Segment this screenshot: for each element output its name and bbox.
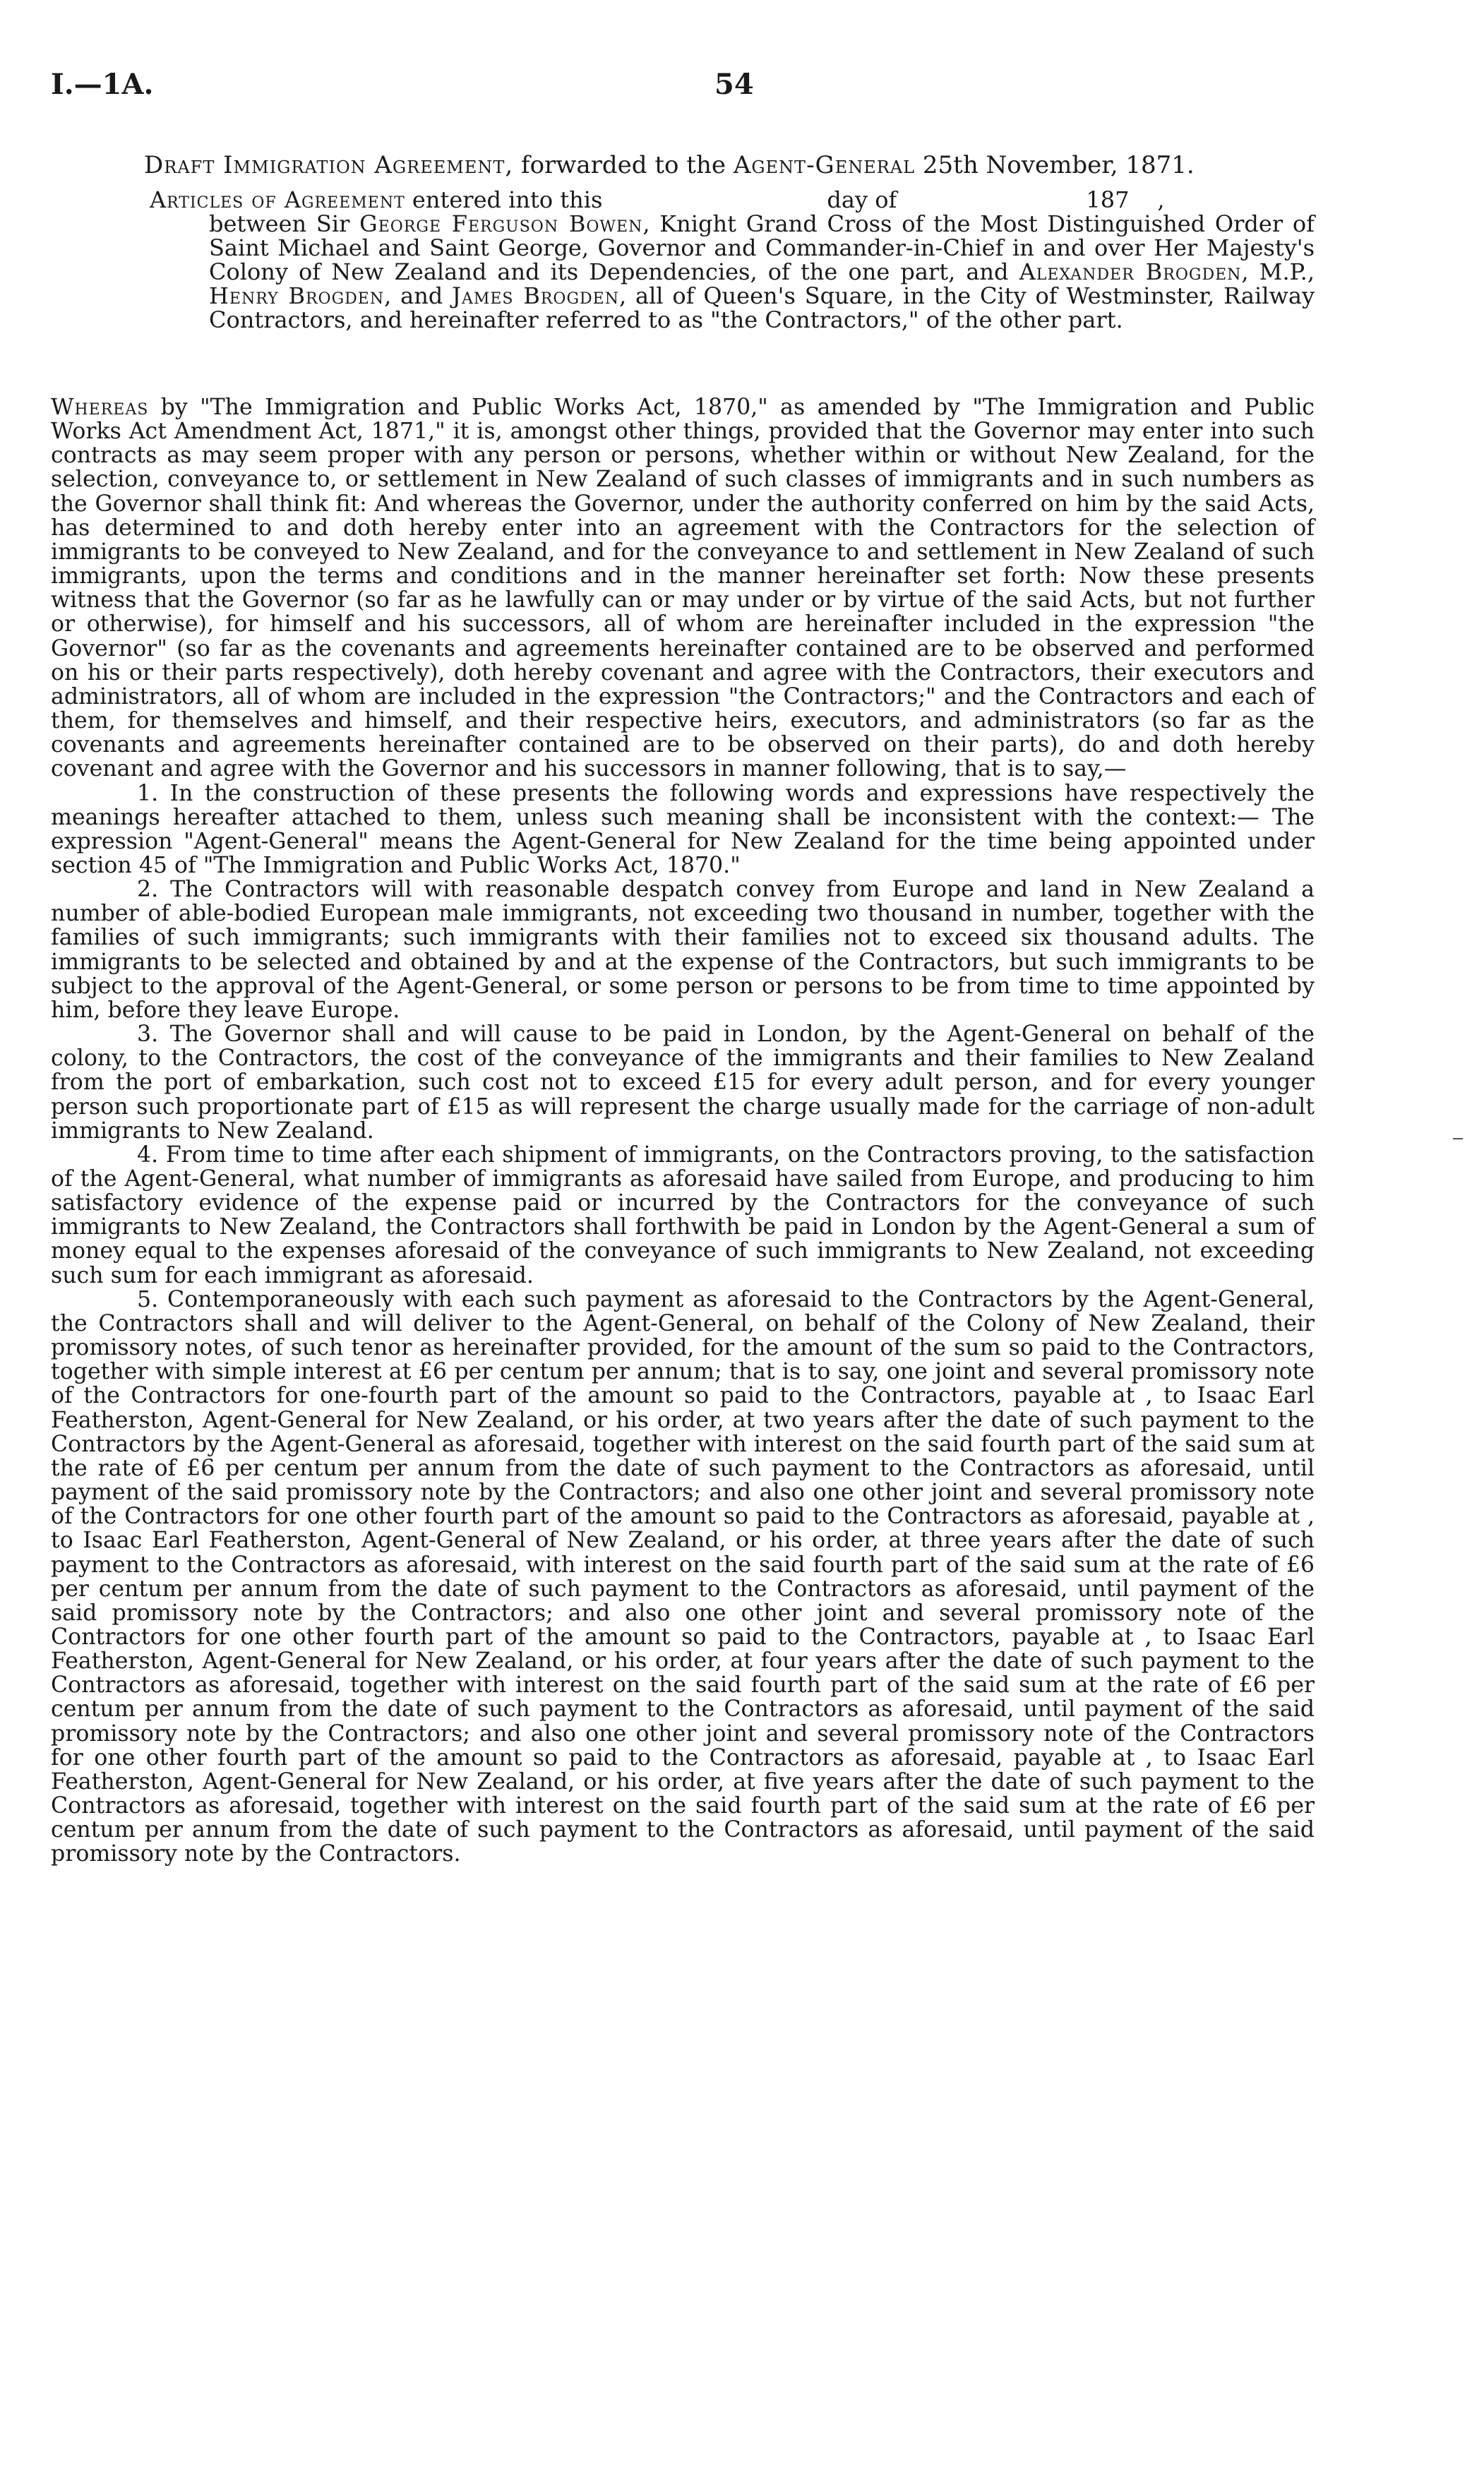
articles-first-line bbox=[150, 188, 1315, 212]
contractor-henry: Henry Brogden bbox=[209, 282, 385, 309]
articles-year: 187 bbox=[1086, 186, 1130, 213]
articles-label: Articles of Agreement bbox=[150, 186, 405, 213]
title-agent-general: Agent-General bbox=[733, 151, 916, 179]
margin-mark bbox=[1453, 1138, 1463, 1139]
clause-1: 1. In the construction of these presents the following words and expressions have respectively the meanings hereafter attached to them, unless such meaning shall be inconsistent with the context:— The expression "Agent-General" means the Agent-General for New Zealand for the time being appointed under section 45 of "The Immigration and Public Works Act, 1870." bbox=[51, 780, 1315, 878]
articles-trail: , bbox=[1157, 186, 1165, 213]
articles-of-agreement bbox=[150, 186, 1315, 333]
document-title bbox=[144, 151, 1415, 179]
articles-entered: entered into this bbox=[405, 186, 603, 213]
agreement-body bbox=[51, 395, 1315, 1867]
clause-4: 4. From time to time after each shipment of immigrants, on the Contractors proving, to the satisfaction of the Agent-General, what number of immigrants as aforesaid have sailed from Europe, and producing to him satisfactory evidence of the expense paid or incurred by the Contractors for the conveyance of such immigrants to New Zealand, the Contractors shall forthwith be paid in London by the Agent-General a sum of money equal to the expenses aforesaid of the conveyance of such immigrants to New Zealand, not exceeding such sum for each immigrant as aforesaid. bbox=[51, 1142, 1315, 1288]
page-number: 54 bbox=[714, 68, 754, 101]
running-head bbox=[51, 68, 1442, 110]
title-lead: Draft Immigration Agreement, bbox=[144, 151, 514, 179]
title-date: 25th November, 1871. bbox=[915, 151, 1195, 179]
clause-5: 5. Contemporaneously with each such payment as aforesaid to the Contractors by the Agent-General, the Contractors shall and will deliver to the Agent-General, on behalf of the Colony of New Zealand, their promissory notes, of such tenor as hereinafter provided, for the amount of the sum so paid to the Contractors, together with simple interest at £6 per centum per annum; that is to say, one joint and several promissory note of the Contractors for one-fourth part of the amount so paid to the Contractors, payable at , to Isaac Earl Featherston, Agent-General for New Zealand, or his order, at two years after the date of such payment to the Contractors by the Agent-General as aforesaid, together with interest on the said fourth part of the said sum at the rate of £6 per centum per annum from the date of such payment to the Contractors as aforesaid, until payment of the said promissory note by the Contractors; and also one other joint and several promissory note of the Contractors for one other fourth part of the amount so paid to the Contractors as aforesaid, payable at , to Isaac Earl Featherston, Agent-General of New Zealand, or his order, at three years after the date of such payment to the Contractors as aforesaid, with interest on the said fourth part of the said sum at the rate of £6 per centum per annum from the date of such payment to the Contractors as aforesaid, until payment of the said promissory note by the Contractors; and also one other joint and several promissory note of the Contractors for one other fourth part of the amount so paid to the Contractors, payable at , to Isaac Earl Featherston, Agent-General for New Zealand, or his order, at four years after the date of such payment to the Contractors as aforesaid, together with interest on the said fourth part of the said sum at the rate of £6 per centum per annum from the date of such payment to the Contractors as aforesaid, until payment of the said promissory note by the Contractors; and also one other joint and several promissory note of the Contractors for one other fourth part of the amount so paid to the Contractors as aforesaid, payable at , to Isaac Earl Featherston, Agent-General for New Zealand, or his order, at five years after the date of such payment to the Contractors as aforesaid, together with interest on the said fourth part of the said sum at the rate of £6 per centum per annum from the date of such payment to the Contractors as aforesaid, until payment of the said promissory note by the Contractors. bbox=[51, 1286, 1315, 1867]
recital-paragraph: Whereas by "The Immigration and Public Works Act, 1870," as amended by "The Immigration and Public Works Act Amendment Act, 1871," it is, amongst other things, provided that the Governor may enter into such contracts as may seem proper with any person or persons, whether within or without New Zealand, for the selection, conveyance to, or settlement in New Zealand of such classes of immigrants and in such numbers as the Governor shall think fit: And whereas the Governor, under the authority conferred on him by the said Acts, has determined to and doth hereby enter into an agreement with the Contractors for the selection of immigrants to be conveyed to New Zealand, and for the conveyance to and settlement in New Zealand of such immigrants, upon the terms and conditions and in the manner hereinafter set forth: Now these presents witness that the Governor (so far as he lawfully can or may under or by virtue of the said Acts, but not further or otherwise), for himself and his successors, all of whom are hereinafter included in the expression "the Governor" (so far as the covenants and agreements hereinafter contained are to be observed and performed on his or their parts respectively), doth hereby covenant and agree with the Contractors, their executors and administrators, all of whom are included in the expression "the Contractors;" and the Contractors and each of them, for themselves and himself, and their respective heirs, executors, and administrators (so far as the covenants and agreements hereinafter contained are to be observed on their parts), do and doth hereby covenant and agree with the Governor and his successors in manner following, that is to say,— bbox=[51, 395, 1315, 782]
articles-day-of: day of bbox=[827, 186, 897, 213]
clause-2: 2. The Contractors will with reasonable despatch convey from Europe and land in New Zealand a number of able-bodied European male immigrants, not exceeding two thousand in number, together with the families of such immigrants; such immigrants with their families not to exceed six thousand adults. The immigrants to be selected and obtained by and at the expense of the Contractors, but such immigrants to be subject to the approval of the Agent-General, or some person or persons to be from time to time appointed by him, before they leave Europe. bbox=[51, 877, 1315, 1023]
sessional-paper-number: I.—1A. bbox=[51, 68, 154, 101]
contractor-alexander: Alexander Brogden bbox=[1019, 258, 1242, 285]
articles-parties: between Sir George Ferguson Bowen, Knight Grand Cross of the Most Distinguished Order of Saint Michael and Saint George, Governor and Commander-in-Chief in and over Her Majesty's Colony of New Zealand and its Dependencies, of the one part, and Alexander Brogden, M.P., Henry Brogden, and James Brogden, all of Queen's Square, in the City of Westminster, Railway Contractors, and hereinafter referred to as "the Contractors," of the other part. bbox=[209, 210, 1315, 333]
recital-whereas: Whereas bbox=[51, 395, 149, 420]
governor-name: George Ferguson Bowen bbox=[359, 210, 643, 237]
contractor-james: James Brogden bbox=[452, 282, 619, 309]
clause-3: 3. The Governor shall and will cause to be paid in London, by the Agent-General on behalf of the colony, to the Contractors, the cost of the conveyance of the immigrants and their families to New Zealand from the port of embarkation, such cost not to exceed £15 for every adult person, and for every younger person such proportionate part of £15 as will represent the charge usually made for the carriage of non-adult immigrants to New Zealand. bbox=[51, 1022, 1315, 1144]
title-middle: forwarded to the bbox=[513, 151, 734, 179]
